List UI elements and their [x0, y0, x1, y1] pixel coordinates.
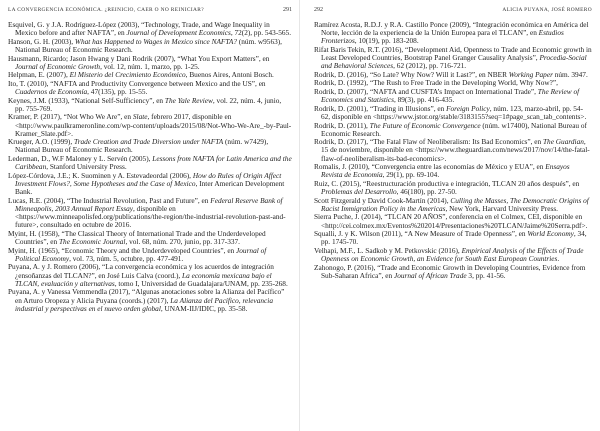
reference-title: Culling the Masses, The Democratic Origins of Racist Immigration Policy in the Americas [321, 195, 589, 213]
reference-text: 3, pp. 41-56. [466, 270, 506, 280]
reference-entry [8, 21, 292, 37]
reference-title: El Misterio del Crecimiento Económico [69, 70, 186, 80]
reference-text: Sierra Puche, J. (2014), “TLCAN 20 AÑOS”, conferencia en el Colmex, CEI, disponible en <http://cei.colmex.mx/Eventos%202014/Presentaciones%20TLCAN/Jaime%20Serra.pdf>. [314, 212, 588, 230]
reference-text: (núm. w7429), National Bureau of Economic Research. [15, 137, 269, 155]
reference-entry [314, 46, 592, 71]
running-head-right: ALICIA PUYANA, JOSÉ ROMERO [502, 7, 592, 13]
reference-title: The Economic Journal [58, 237, 126, 247]
reference-title: Working Paper [508, 69, 553, 79]
reference-text: López-Córdova, J.E.; K. Suominen y A. Estevadeordal (2006), [8, 170, 193, 180]
reference-entry [8, 288, 292, 313]
reference-text: , 89(3), pp. 416-435. [393, 95, 455, 105]
reference-title: Journal of Political Economy [15, 245, 267, 263]
reference-entry [8, 138, 292, 154]
reference-text: , 62 (2012), pp. 716-721. [393, 61, 467, 71]
reference-entry [314, 138, 592, 163]
reference-text: , Inter American Development Bank. [15, 178, 285, 197]
reference-title: How do Rules of Origin Affect Investment Flows?, Some Hypotheses and the Case of Mexico [15, 170, 282, 188]
reference-text: Zahonogo, P. (2016), “Trade and Economic Growth in Developing Countries, Evidence from Sub-Saharan Africa”, en [314, 262, 586, 280]
reference-entry [8, 172, 292, 197]
reference-text: , vol. 12, núm. 1, marzo, pp. 1-25. [100, 61, 200, 71]
reference-text: , 72(2), pp. 543-565. [230, 28, 292, 38]
reference-entry [8, 55, 292, 71]
reference-entry [314, 88, 592, 104]
reference-title: La economía mexicana bajo el TLCAN, evaluación y alternativas [15, 270, 272, 288]
reference-text: , 34, pp. 1745-70. [321, 229, 587, 247]
reference-text: , Buenos Aires, Antoni Bosch. [185, 70, 274, 80]
reference-entry [314, 21, 592, 46]
reference-title: The Guardian [543, 137, 584, 147]
reference-text: , tomo I, Universidad de Guadalajara/UNAM, pp. 235-268. [114, 278, 288, 288]
running-head-left: LA CONVERGENCIA ECONÓMICA. ¿REINICIO, CAER O NO REINICIAR? [8, 7, 204, 13]
reference-title: Journal of Development Economics [126, 28, 231, 38]
page-number-right: 292 [314, 7, 323, 13]
reference-text: , 46(180), pp. 27-50. [396, 187, 457, 197]
reference-text: , Stanford University Press. [46, 162, 127, 172]
reference-title: Lessons from NAFTA for Latin America and the Caribbean [15, 154, 292, 172]
reference-entry [8, 155, 292, 171]
reference-text: Velhapi, M.F., L. Sadkob y M. Petkovskic (2016), [314, 245, 462, 255]
reference-entry [8, 247, 292, 263]
reference-text: Myint, H. (1965), “Economic Theory and the Underdeveloped Countries”, en [8, 245, 237, 255]
reference-text: , febrero 2017, disponible en <http://www.paulkrameronline.com/wp-content/uploads/2015/08/Not-Who-We-Are_-by-Paul-Kramer_Slate.pdf>. [15, 112, 292, 138]
reference-title: Slate [132, 112, 148, 122]
reference-text: , núm. 123, marzo-abril, pp. 54-62, disponible en <https://www.jstor.org/stable/3183155?seq=1#page_scan_tab_contents>. [321, 103, 587, 121]
reference-text: Hausmann, Ricardo; Jason Hwang y Dani Rodrik (2007), “What You Export Matters”, en [8, 53, 270, 63]
reference-text: Myint, H. (1958), “The Classical Theory of International Trade and the Underdeveloped Countries”, en [8, 228, 266, 247]
reference-text: , New York, Harvard University Press. [445, 203, 558, 213]
reference-title: Ensayos Revista de Economía [321, 162, 570, 180]
reference-text: Lederman, D., W.F Maloney y L. Servén (2005), [8, 154, 153, 163]
reference-entry [314, 180, 592, 196]
right-page-header [314, 6, 592, 15]
reference-text: Rodrik, D. (2001), “Trading in Illusions”, en [314, 103, 447, 113]
reference-entry [8, 197, 292, 230]
reference-title: La Alianza del Pacífico, relevancia industrial y perspectivas en el nuevo orden global [15, 295, 273, 313]
reference-text: , vol. 68, núm. 270, junio, pp. 317-337. [125, 237, 240, 247]
reference-text: Hanson, G. H. (2003), [8, 36, 75, 46]
reference-text: Puyana, A. y Vanessa Vemmendla (2017), “Algunas anotaciones sobre la Alianza del Pacífico” en Arturo Oropeza y Alicia Puyana (coords.) (2017), [8, 287, 285, 305]
reference-text: Rodrik, D. (1992), “The Rush to Free Trade in the Developing World, Why Now?”, [314, 78, 558, 88]
reference-text: , 15 de noviembre, disponible en <https://www.theguardian.com/news/2017/nov/14/the-fatal-flaw-of-neoliberalism-its-bad-economics>. [321, 137, 590, 163]
reference-text: Squalli, J. y K. Wilson (2011), “A New Measure of Trade Openness”, en [314, 229, 528, 239]
reference-title: Empirical Analysis of the Effects of Trade Openness on Economic Growth, an Evidence for South East European Countries [321, 245, 584, 264]
reference-text: (núm. w9563), National Bureau of Economic Research. [15, 36, 283, 54]
reference-entry [314, 197, 592, 213]
reference-text: Rodrik, D. (2017), “The Fatal Flaw of Neoliberalism: Its Bad Economics”, en [314, 137, 543, 147]
reference-text: Scott Fitzgerald y David Cook-Martín (2014), [314, 195, 451, 205]
reference-text: Ramírez Acosta, R.D.J. y R.A. Castillo Ponce (2009), “Integración económica en América del Norte, lección de la experiencia de la Unión Europea para el TLCAN”, en [314, 20, 589, 38]
reference-title: Cuadernos de Economía [15, 87, 88, 96]
reference-title: The Future of Economic Convergence [369, 120, 481, 130]
reference-text: . [557, 254, 560, 264]
reference-title: Journal of Economic Growth [15, 61, 101, 71]
reference-text: , disponible en <https://www.minneapolisfed.org/publications/the-region/the-industrial-revolution-past-and-future>, consultado en octubre de 2016. [15, 203, 286, 230]
reference-title: The Yale Review [164, 95, 213, 105]
reference-title: Problemas del Desarrollo [321, 187, 397, 197]
page-number-left: 291 [283, 7, 292, 13]
reference-title: Federal Reserve Bank of Minneapolis, 2003 Annual Report Essay [15, 195, 283, 213]
reference-entry [8, 97, 292, 113]
reference-entry [8, 38, 292, 54]
reference-text: Puyana, A. y J. Romero (2006), “La convergencia económica y los acuerdos de integración ¿ensoñanzas del TLCAN?”, en José Luis Calva (coord.), [8, 262, 274, 280]
reference-entry [8, 113, 292, 138]
reference-text: núm. 3947. [552, 69, 588, 79]
reference-title: Journal of African Trade [393, 270, 467, 280]
reference-text: (núm. w17400), National Bureau of Economic Research. [321, 120, 587, 138]
reference-text: Helpman, E. (2007), [8, 70, 70, 80]
reference-entry [314, 264, 592, 280]
reference-text: Romalis, J. (2010), “Convergencia entre las economías de México y EUA”, en [314, 162, 546, 172]
right-page [300, 0, 600, 431]
reference-text: , UNAM-IIJ/IDIC, pp. 35-58. [160, 303, 248, 313]
reference-list-right [314, 21, 592, 280]
reference-text: Kramer, P. (2017), “Not Who We Are”, en [8, 112, 133, 122]
left-page-header [8, 6, 292, 15]
reference-text: Lucas, R.E. (2004), “The Industrial Revolution, Past and Future”, en [8, 195, 211, 205]
reference-text: Rifat Baris Tekin, R.T. (2016), “Development Aid, Openness to Trade and Economic growth in Least Developed Countries, Bootstrap Panel Granger Causality Analysis”, [314, 44, 592, 63]
reference-entry [314, 122, 592, 138]
reference-text: , 10(19), pp. 183-208. [354, 36, 419, 46]
reference-title: World Economy [527, 229, 574, 239]
reference-title: The Review of Economics and Statistics [321, 87, 580, 105]
reference-text: Keynes, J.M. (1933), “National Self-Sufficiency”, en [8, 95, 165, 105]
reference-entry [314, 105, 592, 121]
reference-entry [8, 230, 292, 246]
reference-title: Estudios Fronterizos [321, 28, 564, 46]
reference-entry [314, 213, 592, 229]
reference-entry [314, 230, 592, 246]
reference-entry [8, 80, 292, 96]
reference-text: , 29(1), pp. 69-104. [382, 170, 440, 180]
reference-text: , vol. 73, núm. 5, octubre, pp. 477-491. [69, 253, 184, 263]
reference-text: Rodrik, D. (2016), “So Late? Why Now? Will it Last?”, en NBER [314, 69, 509, 79]
reference-title: Procedia-Social and Behavioral Sciences [321, 53, 587, 71]
reference-text: Rodrik, D. (2011), [314, 120, 370, 130]
reference-entry [314, 163, 592, 179]
reference-title: What has Happened to Wages in Mexico since NAFTA? [74, 36, 238, 46]
reference-text: Ito, T. (2010), “NAFTA and Productivity Convergence between Mexico and the US”, en [8, 78, 266, 88]
reference-entry [8, 263, 292, 288]
reference-entry [314, 247, 592, 263]
reference-text: Ruiz, C. (2015), “Reestructuración productiva e integración, TLCAN 20 años después”, en [314, 178, 580, 188]
reference-title: Foreign Policy [446, 103, 490, 113]
reference-text: Esquivel, G. y J.A. Rodríguez-López (2003), “Technology, Trade, and Wage Inequality in Mexico before and after NAFTA”, en [8, 20, 270, 38]
reference-text: , vol. 22, núm. 4, junio, pp. 755-769. [15, 95, 282, 113]
reference-text: Krueger, A.O. (1999), [8, 137, 74, 147]
reference-text: , 47(135), pp. 15-55. [87, 87, 148, 96]
reference-text: Rodrik, D. (2007), “NAFTA and CUSFTA’s Impact on International Trade”, [314, 87, 538, 96]
reference-title: Trade Creation and Trade Diversion under NAFTA [73, 137, 224, 147]
reference-list-left [8, 21, 292, 313]
